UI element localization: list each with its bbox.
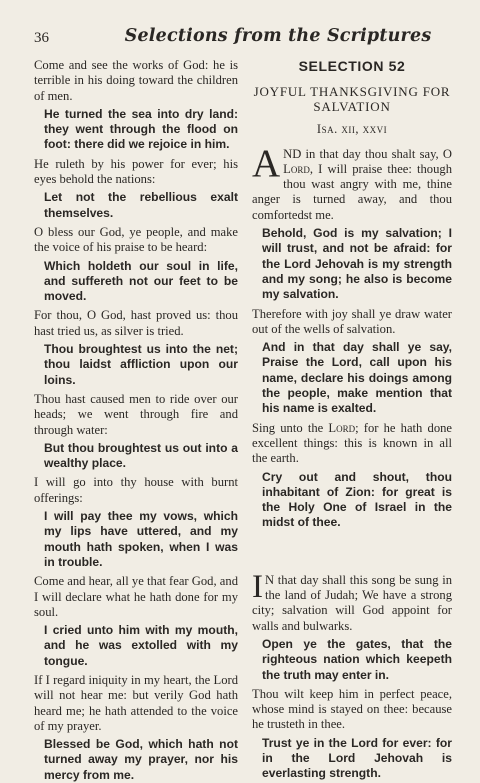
second-opening-paragraph [252,568,452,634]
response-verse: I will pay thee my vows, which my lips have uttered, and my mouth hath spoken, when I was in trouble. [44,509,238,569]
section-title: SELECTION 52 [298,58,406,74]
reading-verse: I will go into thy house with burnt offerings: [34,475,238,505]
verse-block-c [252,637,452,782]
section-subtitle: JOYFUL THANKSGIVING FOR SALVATION [253,84,451,115]
lord-smallcaps: Lord [283,161,310,176]
reading-verse: Thou hast caused men to ride over our heads; we went through fire and through water: [34,391,238,437]
response-verse: Open ye the gates, that the righteous nation which keepeth the truth may enter in. [262,636,452,682]
sing-rest: ; for he hath done excellent things: this is known in all the earth. [252,420,453,466]
second-opening-rest: N that day shall this song be sung in the land of Judah; We have a strong city; salvation will God appoint for walls and bulwarks. [252,572,452,633]
section-reference: Isa. xii, xxvi [316,122,388,137]
right-column [252,58,452,782]
reading-verse: Come and see the works of God: he is terrible in his doing toward the children of men. [34,58,238,103]
response-verse: I cried unto him with my mouth, and he was extolled with my tongue. [44,623,238,668]
response-verse: Behold, God is my salvation; I will trust, and not be afraid: for the Lord Jehovah is my strength and my song; he also is become my salvation. [262,226,452,302]
left-column [34,58,238,783]
response-verse: Cry out and shout, thou inhabitant of Zion: for great is the Holy One of Israel in the midst of thee. [262,469,452,530]
reading-verse: Therefore with joy shall ye draw water out of the wells of salvation. [252,306,452,336]
section-gap [252,531,452,569]
opening-paragraph [252,141,452,223]
drop-cap-letter: A [252,141,281,185]
drop-cap-letter: I [252,568,263,605]
response-verse: But thou broughtest us out into a wealthy place. [44,440,238,471]
opening-lead: ND in that day thou shalt say, O [283,146,452,161]
running-title: Selections from the Scriptures [124,26,432,46]
sing-paragraph [252,421,452,467]
opening-rest: , I will praise thee: though thou wast angry with me, thine anger is turned away, and thou comfortedst me. [252,161,452,222]
reading-verse: For thou, O God, hast proved us: thou hast tried us, as silver is tried. [34,308,238,338]
response-verse: Trust ye in the Lord for ever: for in the Lord Jehovah is everlasting strength. [262,735,452,781]
reading-verse: He ruleth by his power for ever; his eyes behold the nations: [34,156,238,187]
reading-verse: O bless our God, ye people, and make the voice of his praise to be heard: [34,224,238,255]
response-verse: He turned the sea into dry land: they went through the flood on foot: there did we rejoice in him. [44,106,238,152]
sing-lead: Sing unto the [252,420,329,435]
reading-verse: Come and hear, all ye that fear God, and I will declare what he hath done for my soul. [34,574,238,619]
response-verse: Thou broughtest us into the net; thou laidst affliction upon our loins. [44,342,238,387]
verse-block-b [252,470,452,531]
verse-block-a [252,226,452,417]
response-verse: Which holdeth our soul in life, and suffereth not our feet to be moved. [44,258,238,304]
response-verse: Blessed be God, which hath not turned away my prayer, nor his mercy from me. [44,737,238,782]
response-verse: Let not the rebellious exalt themselves. [44,190,238,220]
page-number: 36 [34,30,49,46]
response-verse: And in that day shall ye say, Praise the Lord, call upon his name, declare his doings among the people, make mention that his name is exalted. [262,340,452,416]
lord-smallcaps: Lord [328,420,356,435]
reading-verse: Thou wilt keep him in perfect peace, whose mind is stayed on thee: because he trusteth in thee. [252,686,452,732]
reading-verse: If I regard iniquity in my heart, the Lord will not hear me: but verily God hath heard me; he hath attended to the voice of my prayer. [34,672,238,733]
